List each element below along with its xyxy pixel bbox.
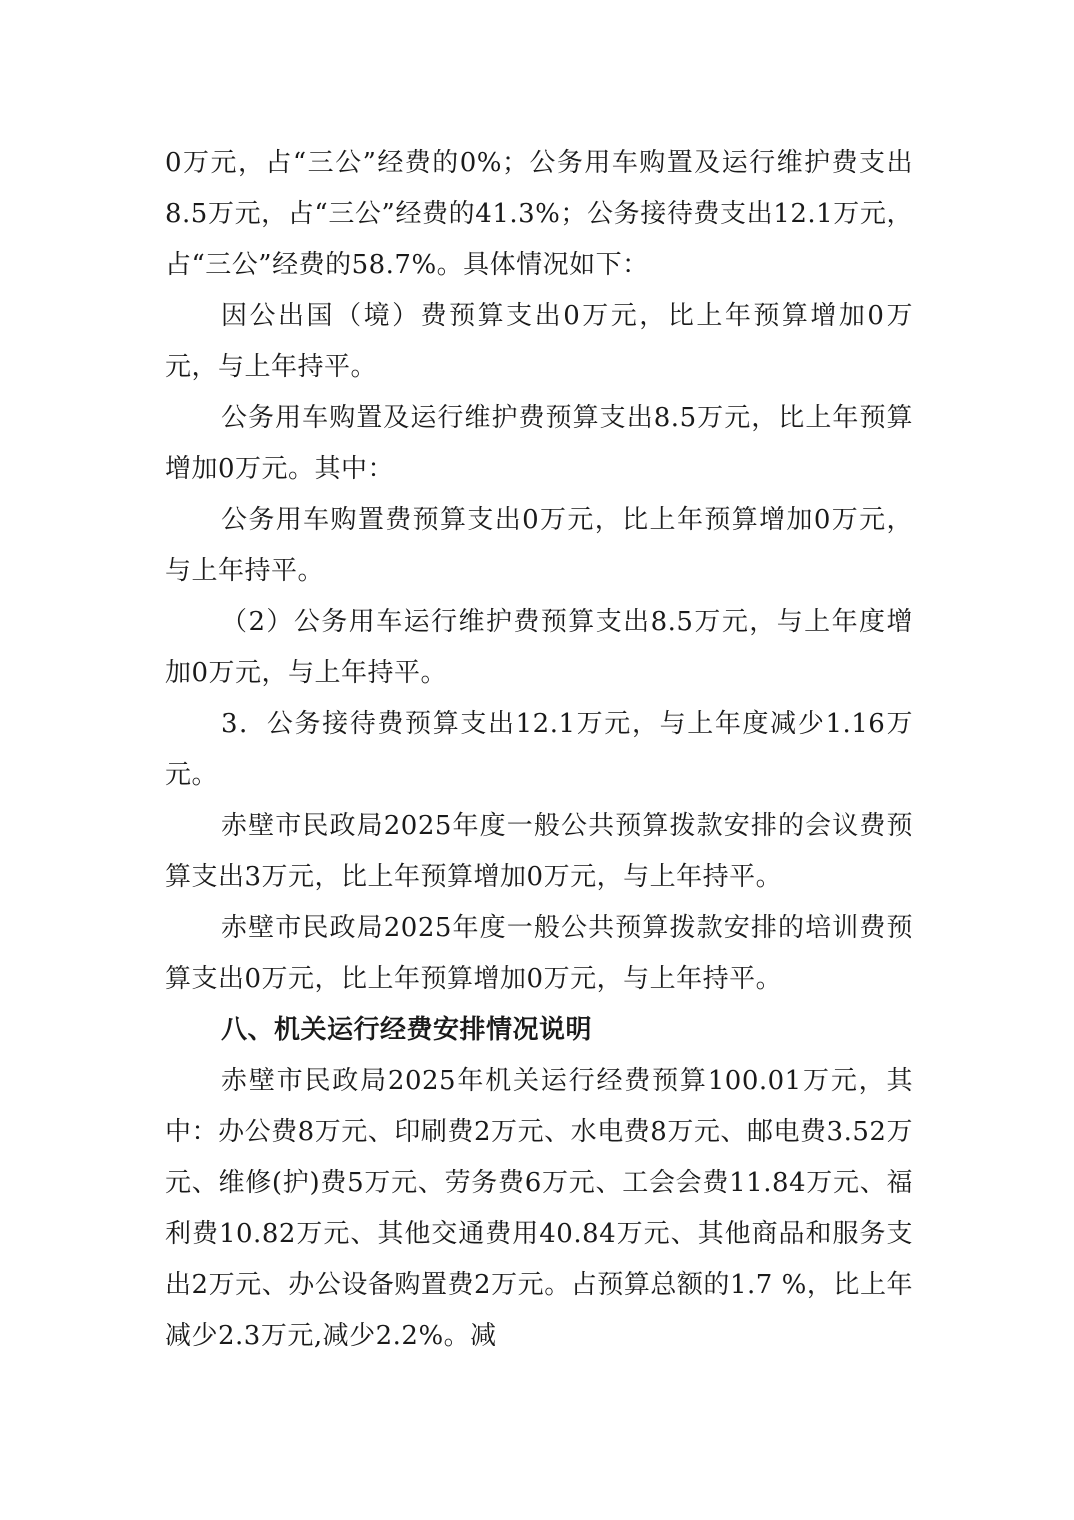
document-body xyxy=(165,138,913,1362)
paragraph-three-public-summary: 0万元，占“三公”经费的0%；公务用车购置及运行维护费支出8.5万元，占“三公”经费的41.3%；公务接待费支出12.1万元，占“三公”经费的58.7%。具体情况如下： xyxy=(165,148,913,280)
paragraph-operating-expenses: 赤壁市民政局2025年机关运行经费预算100.01万元，其中：办公费8万元、印刷费2万元、水电费8万元、邮电费3.52万元、维修(护)费5万元、劳务费6万元、工会会费11.84万元、福利费10.82万元、其他交通费用40.84万元、其他商品和服务支出2万元、办公设备购置费2万元。占预算总额的1.7 %，比上年减少2.3万元,减少2.2%。减 xyxy=(165,1066,913,1351)
paragraph-vehicle-maintenance: （2）公务用车运行维护费预算支出8.5万元，与上年度增加0万元，与上年持平。 xyxy=(165,607,913,688)
paragraph-reception: 3．公务接待费预算支出12.1万元，与上年度减少1.16万元。 xyxy=(165,709,913,790)
paragraph-vehicle-total: 公务用车购置及运行维护费预算支出8.5万元，比上年预算增加0万元。其中： xyxy=(165,403,913,484)
paragraph-vehicle-purchase: 公务用车购置费预算支出0万元，比上年预算增加0万元，与上年持平。 xyxy=(165,505,913,586)
paragraph-training-fee: 赤壁市民政局2025年度一般公共预算拨款安排的培训费预算支出0万元，比上年预算增加0万元，与上年持平。 xyxy=(165,913,913,994)
paragraph-meeting-fee: 赤壁市民政局2025年度一般公共预算拨款安排的会议费预算支出3万元，比上年预算增加0万元，与上年持平。 xyxy=(165,811,913,892)
paragraph-overseas-travel: 因公出国（境）费预算支出0万元，比上年预算增加0万元，与上年持平。 xyxy=(165,301,913,382)
section-heading: 八、机关运行经费安排情况说明 xyxy=(221,1015,593,1045)
